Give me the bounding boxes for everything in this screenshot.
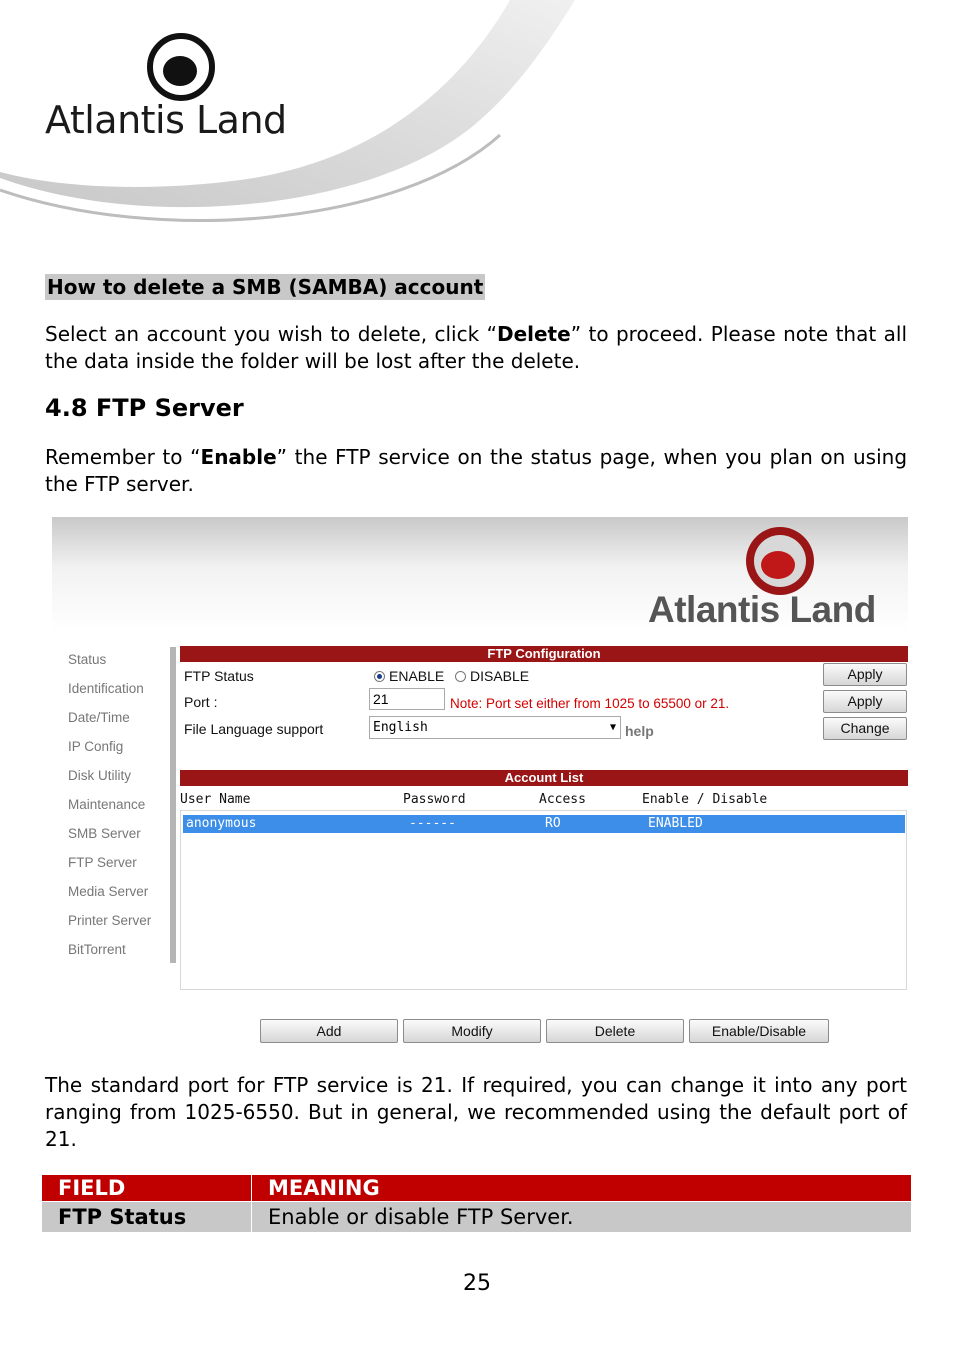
page-number: 25 bbox=[463, 1271, 491, 1296]
paragraph-delete: Select an account you wish to delete, click “Delete” to proceed. Please note that all the data inside the folder will be lost after the delete. bbox=[45, 322, 907, 373]
cell-status: ENABLED bbox=[648, 816, 703, 831]
col-password: Password bbox=[403, 792, 466, 807]
chevron-down-icon: ▼ bbox=[609, 722, 616, 733]
lang-select[interactable]: English ▼ bbox=[369, 716, 621, 739]
table-row bbox=[42, 1202, 912, 1233]
nav-media-server[interactable]: Media Server bbox=[68, 884, 149, 899]
modify-button[interactable]: Modify bbox=[403, 1019, 541, 1043]
port-input[interactable]: 21 bbox=[369, 688, 445, 710]
cell-password: ------ bbox=[409, 816, 456, 831]
add-button[interactable]: Add bbox=[260, 1019, 398, 1043]
help-link[interactable]: help bbox=[625, 723, 654, 739]
logo-text: Atlantis Land bbox=[45, 98, 287, 142]
nav-status[interactable]: Status bbox=[68, 652, 107, 667]
port-label: Port : bbox=[184, 694, 218, 710]
apply-port-button[interactable]: Apply bbox=[823, 690, 907, 713]
ftp-config-header: FTP Configuration bbox=[180, 646, 908, 662]
nav-smb-server[interactable]: SMB Server bbox=[68, 826, 141, 841]
ui-logo-mark bbox=[742, 523, 818, 599]
paragraph-port: The standard port for FTP service is 21. If required, you can change it into any port ranging from 1025-6550. But in general, we recommended using the default port of 21. bbox=[45, 1073, 907, 1151]
nav-ftp-server[interactable]: FTP Server bbox=[68, 855, 137, 870]
table-cell-field: FTP Status bbox=[42, 1202, 252, 1233]
port-note: Note: Port set either from 1025 to 65500 or 21. bbox=[450, 696, 730, 711]
field-meaning-table bbox=[41, 1174, 912, 1233]
table-row[interactable] bbox=[183, 815, 905, 833]
paragraph-enable: Remember to “Enable” the FTP service on the status page, when you plan on using the FTP server. bbox=[45, 445, 908, 496]
nav-ip-config[interactable]: IP Config bbox=[68, 739, 124, 754]
apply-status-button[interactable]: Apply bbox=[823, 663, 907, 686]
cell-user: anonymous bbox=[186, 816, 257, 831]
enable-disable-button[interactable]: Enable/Disable bbox=[689, 1019, 829, 1043]
nav-bittorrent[interactable]: BitTorrent bbox=[68, 942, 126, 957]
col-enable-disable: Enable / Disable bbox=[642, 792, 768, 807]
nav-disk-utility[interactable]: Disk Utility bbox=[68, 768, 131, 783]
table-cell-meaning: Enable or disable FTP Server. bbox=[252, 1202, 912, 1233]
cell-access: RO bbox=[545, 816, 561, 831]
page-title: 4.8 FTP Server bbox=[45, 394, 244, 422]
table-header-meaning: MEANING bbox=[252, 1175, 912, 1202]
table-header-field: FIELD bbox=[42, 1175, 252, 1202]
section-heading: How to delete a SMB (SAMBA) account bbox=[47, 275, 484, 299]
radio-on-icon bbox=[374, 671, 385, 682]
col-access: Access bbox=[539, 792, 586, 807]
col-user-name: User Name bbox=[180, 792, 251, 807]
ui-logo-text: Atlantis Land bbox=[648, 589, 876, 630]
ftp-status-label: FTP Status bbox=[184, 668, 254, 684]
radio-off-icon bbox=[455, 671, 466, 682]
delete-button[interactable]: Delete bbox=[546, 1019, 684, 1043]
nav-date-time[interactable]: Date/Time bbox=[68, 710, 130, 725]
change-button[interactable]: Change bbox=[823, 717, 907, 740]
nav-identification[interactable]: Identification bbox=[68, 681, 144, 696]
lang-label: File Language support bbox=[184, 721, 324, 737]
nav-printer-server[interactable]: Printer Server bbox=[68, 913, 152, 928]
disable-radio[interactable]: DISABLE bbox=[455, 668, 529, 684]
enable-radio[interactable]: ENABLE bbox=[374, 668, 444, 684]
nav-divider bbox=[170, 647, 176, 963]
account-list bbox=[180, 810, 907, 990]
logo-mark bbox=[146, 33, 216, 103]
account-list-header: Account List bbox=[180, 770, 908, 786]
nav-maintenance[interactable]: Maintenance bbox=[68, 797, 146, 812]
ftp-screenshot bbox=[52, 517, 908, 1057]
